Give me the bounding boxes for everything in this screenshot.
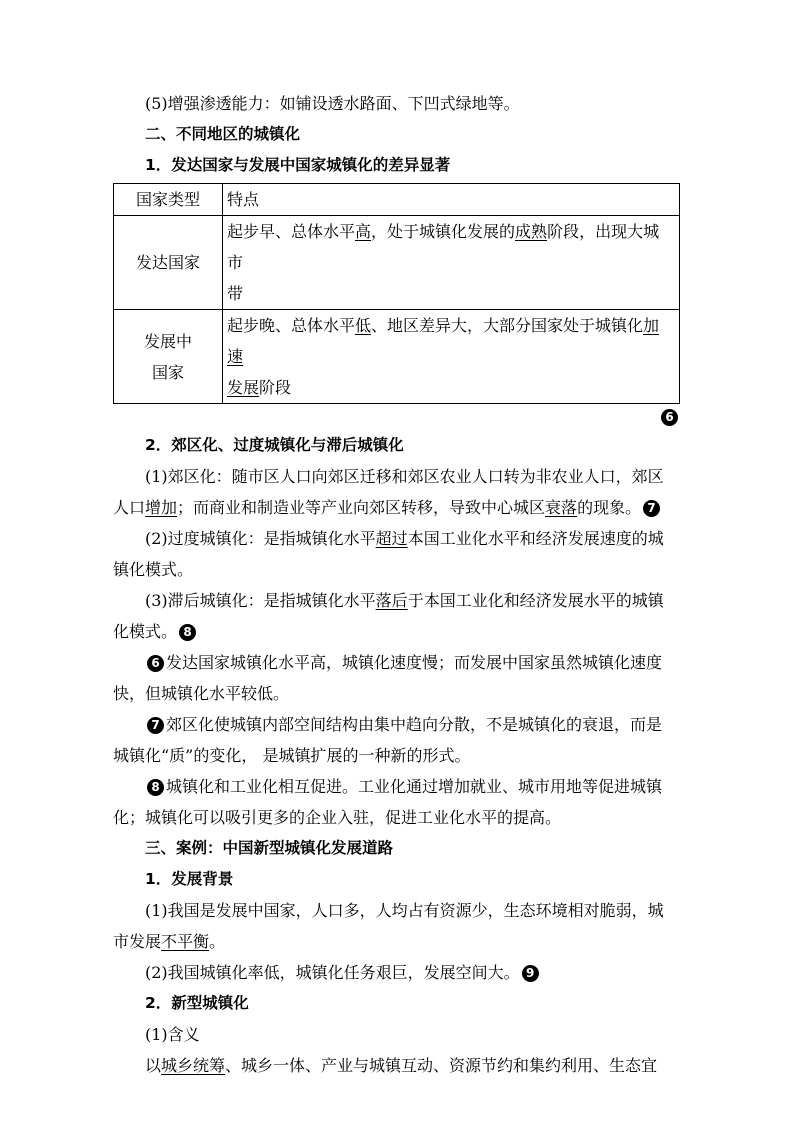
- note-marker-6: 6: [661, 409, 678, 426]
- table-header-row: [114, 184, 680, 216]
- note-marker-9: 9: [522, 965, 539, 982]
- note-marker-6: 6: [147, 655, 164, 672]
- note-marker-8: 8: [147, 779, 164, 796]
- note-paragraph: 城镇化“质”的变化， 是城镇扩展的一种新的形式。: [113, 746, 471, 765]
- table-cell-type: 发展中 国家: [114, 310, 223, 404]
- note-marker-8: 8: [179, 624, 196, 641]
- paragraph: (1)含义: [145, 1025, 200, 1044]
- note-paragraph: 化；城镇化可以吸引更多的企业入驻，促进工业化水平的提高。: [113, 808, 562, 827]
- comparison-table: [113, 183, 680, 404]
- table-cell-type: 发达国家: [114, 216, 223, 310]
- section-heading: 二、不同地区的城镇化: [145, 125, 301, 143]
- note-paragraph: 快，但城镇化水平较低。: [113, 684, 290, 703]
- subsection-heading: 2．郊区化、过度城镇化与滞后城镇化: [145, 436, 404, 454]
- table-header-cell: 国家类型: [114, 184, 223, 216]
- table-header-cell: 特点: [223, 184, 680, 216]
- paragraph: (1)郊区化：随市区人口向郊区迁移和郊区农业人口转为非农业人口，郊区: [145, 467, 664, 486]
- section-heading: 三、案例：中国新型城镇化发展道路: [145, 839, 394, 857]
- note-marker-7: 7: [147, 717, 164, 734]
- paragraph: (3)滞后城镇化：是指城镇化水平落后于本国工业化和经济发展水平的城镇: [145, 591, 664, 610]
- note-paragraph: 6 发达国家城镇化水平高，城镇化速度慢；而发展中国家虽然城镇化速度: [113, 647, 680, 678]
- subsection-heading: 1．发达国家与发展中国家城镇化的差异显著: [145, 156, 451, 174]
- note-marker-7: 7: [643, 500, 660, 517]
- paragraph: 以城乡统筹、城乡一体、产业与城镇互动、资源节约和集约利用、生态宜: [145, 1056, 658, 1075]
- subsection-heading: 2．新型城镇化: [145, 994, 249, 1012]
- paragraph: (5)增强渗透能力：如铺设透水路面、下凹式绿地等。: [145, 94, 520, 113]
- paragraph: (2)过度城镇化：是指城镇化水平超过本国工业化水平和经济发展速度的城: [145, 529, 664, 548]
- table-cell-feature: 起步早、总体水平高，处于城镇化发展的成熟阶段，出现大城市 带: [223, 216, 680, 310]
- note-paragraph: 8 城镇化和工业化相互促进。工业化通过增加就业、城市用地等促进城镇: [113, 771, 680, 802]
- document-page: [113, 88, 680, 1081]
- paragraph: 镇化模式。: [113, 560, 194, 579]
- table-row: [114, 216, 680, 310]
- paragraph: 人口增加；而商业和制造业等产业向郊区转移，导致中心城区衰落的现象。 7: [113, 492, 680, 523]
- paragraph: (1)我国是发展中国家，人口多，人均占有资源少，生态环境相对脆弱，城: [145, 901, 664, 920]
- paragraph: 化模式。 8: [113, 616, 680, 647]
- paragraph: (2)我国城镇化率低，城镇化任务艰巨，发展空间大。 9: [113, 957, 680, 988]
- paragraph: 市发展不平衡。: [113, 932, 226, 951]
- subsection-heading: 1．发展背景: [145, 870, 234, 888]
- note-marker-row: [113, 404, 680, 430]
- table-cell-feature: 起步晚、总体水平低、地区差异大，大部分国家处于城镇化加速 发展阶段: [223, 310, 680, 404]
- note-paragraph: 7 郊区化使城镇内部空间结构由集中趋向分散，不是城镇化的衰退，而是: [113, 709, 680, 740]
- table-row: [114, 310, 680, 404]
